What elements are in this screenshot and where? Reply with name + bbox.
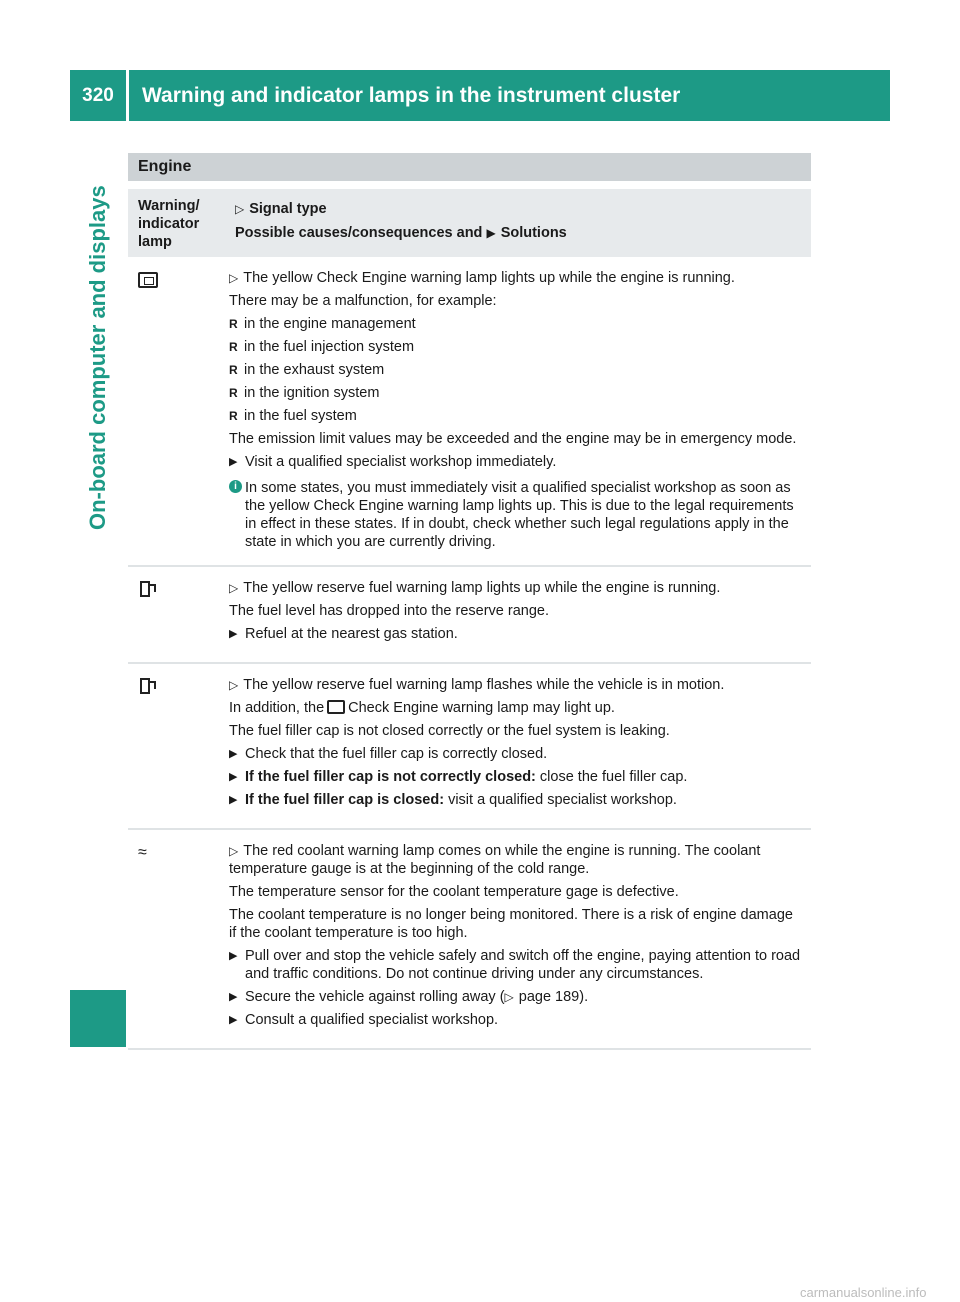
info-icon: i (229, 480, 242, 493)
page-title: Warning and indicator lamps in the instrument cluster (142, 84, 681, 107)
action-arrow-icon: ▶ (229, 748, 238, 760)
header-divider (126, 70, 129, 121)
action-arrow-icon: ▶ (229, 991, 238, 1003)
signal-icon: ▷ (229, 678, 239, 692)
signal-icon: ▷ (229, 844, 239, 858)
header-signal: ▷ Signal type Possible causes/consequences and ▶ Solutions (235, 201, 567, 241)
watermark: carmanualsonline.info (800, 1285, 927, 1300)
coolant-temperature-icon: ≈ (138, 844, 147, 861)
action-arrow-icon: ▶ (229, 794, 238, 806)
signal-icon: ▷ (229, 581, 239, 595)
action-arrow-icon: ▶ (486, 226, 496, 240)
table-row: ▷ The yellow Check Engine warning lamp lights up while the engine is running. There may be a malfunction, for example: R in the engine management R in the fuel injection system R in the exhaust system R in the ignition system R in the fuel system The emission limit values may be exceeded and the engine may be in emergency mode. ▶ Visit a qualified specialist workshop immediately. i In some states, you must immediately visit a qualified specialist workshop as soon as the yellow Check Engine warning lamp lights up. This is due to the legal requirements in effect in these states. If in doubt, check whether such legal regulations apply in the state in which you are currently driving. (128, 257, 811, 567)
reserve-fuel-icon (138, 678, 156, 694)
action-arrow-icon: ▶ (229, 628, 238, 640)
table-row: ▷ The yellow reserve fuel warning lamp lights up while the engine is running. The fuel level has dropped into the reserve range. ▶ Refuel at the nearest gas station. (128, 567, 811, 664)
action-arrow-icon: ▶ (229, 771, 238, 783)
page-header (70, 70, 890, 121)
reserve-fuel-icon (138, 581, 156, 597)
signal-icon: ▷ (235, 202, 245, 216)
signal-icon: ▷ (229, 271, 239, 285)
table-row: ▷ The yellow reserve fuel warning lamp flashes while the vehicle is in motion. In addition, the Check Engine warning lamp may light up. The fuel filler cap is not closed correctly or the fuel system is leaking. ▶ Check that the fuel filler cap is correctly closed. ▶ If the fuel filler cap is not correctly closed: close the fuel filler cap. ▶ If the fuel filler cap is closed: visit a qualified specialist workshop. (128, 664, 811, 830)
table-title: Engine (128, 153, 811, 181)
table-row: ≈ ▷ The red coolant warning lamp comes on while the engine is running. The coolant temperature gauge is at the beginning of the cold range. The temperature sensor for the coolant temperature gage is defective. The coolant temperature is no longer being monitored. There is a risk of engine damage if the coolant temperature is too high. ▶ Pull over and stop the vehicle safely and switch off the engine, paying attention to road and traffic conditions. Do not continue driving under any circumstances. ▶ Secure the vehicle against rolling away (▷ page 189). ▶ Consult a qualified specialist workshop. (128, 830, 811, 1050)
page-reference-link[interactable]: page 189 (518, 989, 580, 1005)
page-reference-icon: ▷ (504, 990, 514, 1004)
action-arrow-icon: ▶ (229, 950, 238, 962)
page-number: 320 (82, 85, 114, 106)
check-engine-icon (327, 700, 345, 714)
header-lamp: Warning/ indicator lamp (138, 198, 200, 250)
check-engine-icon (138, 272, 158, 288)
action-arrow-icon: ▶ (229, 456, 238, 468)
side-marker (70, 990, 126, 1047)
table-header (128, 189, 811, 257)
engine-table (128, 153, 811, 1050)
action-arrow-icon: ▶ (229, 1014, 238, 1026)
